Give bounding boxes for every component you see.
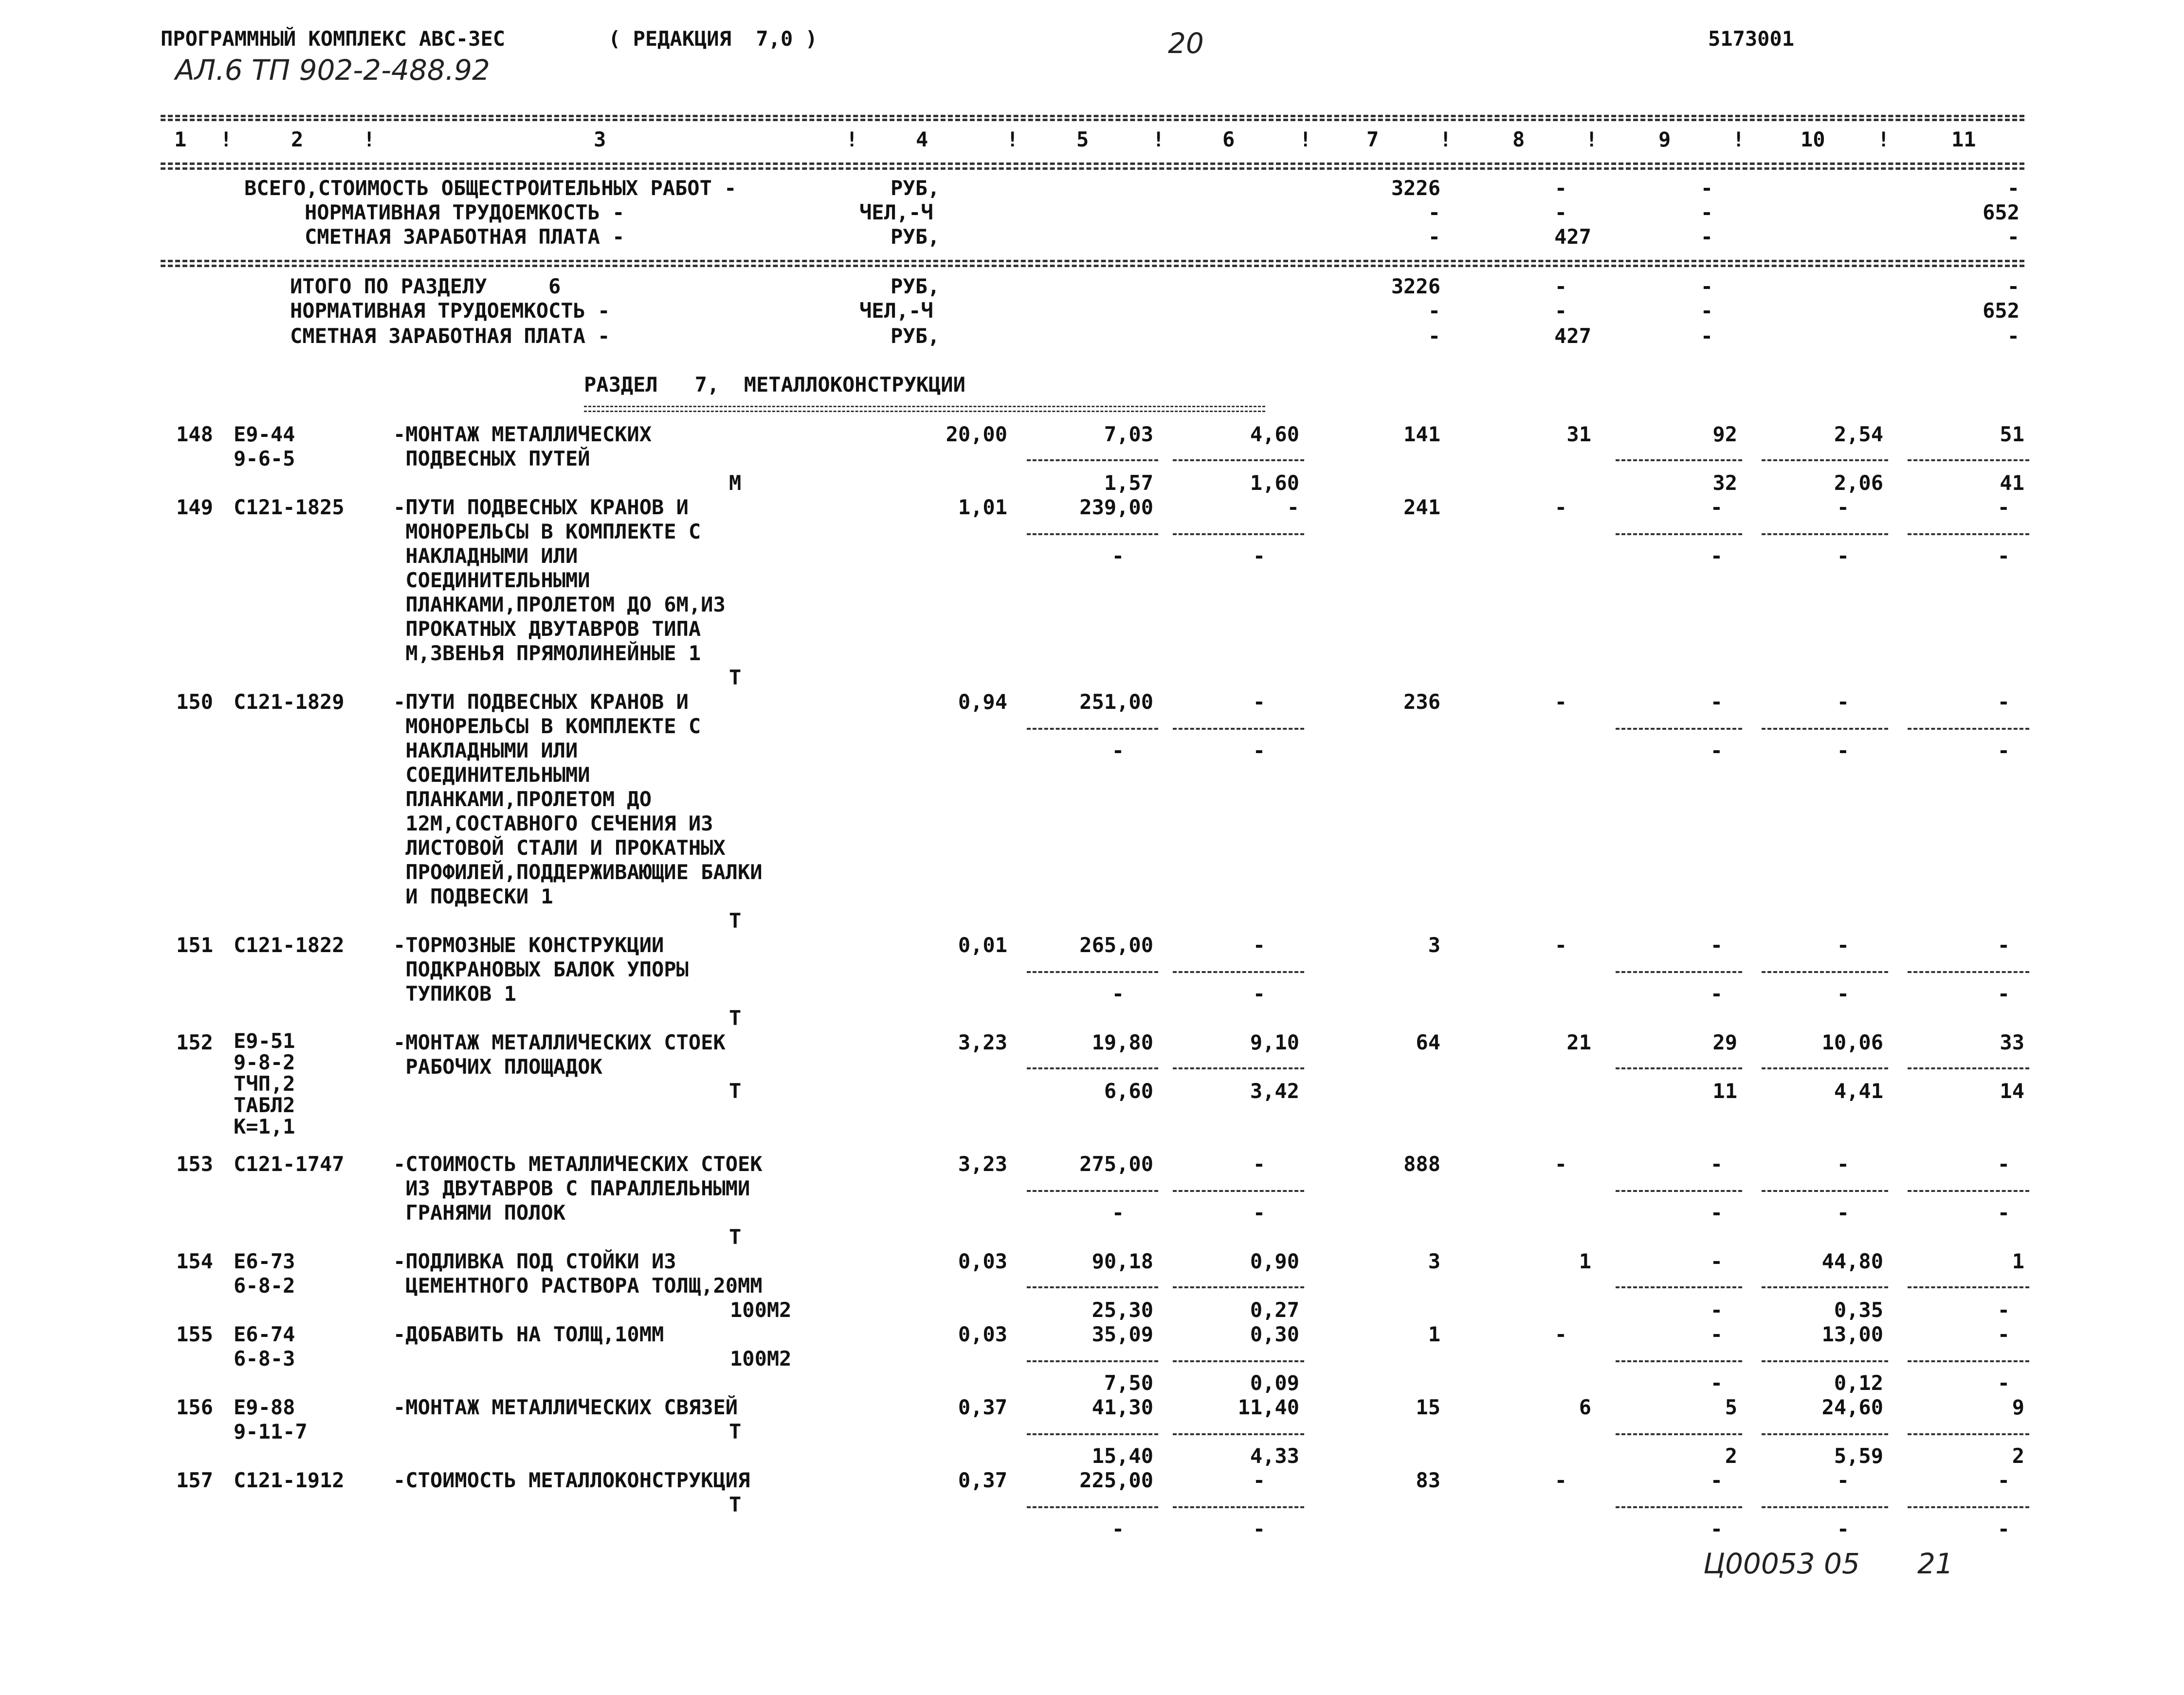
col-2: 2 xyxy=(291,127,304,151)
row-number: 157 xyxy=(176,1468,213,1492)
totals-all-wage-c8: 427 xyxy=(1554,225,1591,249)
col-1: 1 xyxy=(174,127,187,151)
row-description: -ПОДЛИВКА ПОД СТОЙКИ ИЗ ЦЕМЕНТНОГО РАСТВОРА ТОЛЩ,20ММ xyxy=(393,1249,763,1298)
header-top-rule-2 xyxy=(161,119,2024,121)
col-9: 9 xyxy=(1658,127,1671,151)
totals-divider-2 xyxy=(161,265,2024,267)
header-bottom-rule-2 xyxy=(161,167,2024,170)
row-number: 153 xyxy=(176,1152,213,1176)
page-number: 20 xyxy=(1168,27,1204,60)
row-code: С121-1822 xyxy=(234,933,345,957)
row-description: -ПУТИ ПОДВЕСНЫХ КРАНОВ И МОНОРЕЛЬСЫ В КОМПЛЕКТЕ С НАКЛАДНЫМИ ИЛИ СОЕДИНИТЕЛЬНЫМИ ПЛАНКАМИ,ПРОЛЕТОМ ДО 6М,ИЗ ПРОКАТНЫХ ДВУТАВРОВ ТИПА М,ЗВЕНЬЯ ПРЯМОЛИНЕЙНЫЕ 1 xyxy=(393,495,726,665)
totals-all-labor-label: НОРМАТИВНАЯ ТРУДОЕМКОСТЬ - xyxy=(305,200,625,224)
row-code: Е9-88 xyxy=(234,1395,295,1419)
row-description: -СТОИМОСТЬ МЕТАЛЛОКОНСТРУКЦИЯ xyxy=(393,1468,750,1492)
row-unit: Т xyxy=(729,1493,742,1516)
header-bottom-rule xyxy=(161,162,2024,165)
totals-divider xyxy=(161,260,2024,262)
totals-all-wage-unit: РУБ, xyxy=(891,225,940,249)
col-10: 10 xyxy=(1801,127,1825,151)
totals-all-unit: РУБ, xyxy=(891,176,940,200)
row-code-2: 9-6-5 xyxy=(234,447,295,470)
row-description: -ДОБАВИТЬ НА ТОЛЩ,10ММ xyxy=(393,1322,664,1346)
row-code: С121-1747 xyxy=(234,1152,345,1176)
totals-all-c8: - xyxy=(1554,176,1567,200)
totals-section-label: ИТОГО ПО РАЗДЕЛУ 6 xyxy=(290,274,561,298)
row-code-2: 6-8-3 xyxy=(234,1347,295,1370)
row-description: -ТОРМОЗНЫЕ КОНСТРУКЦИИ ПОДКРАНОВЫХ БАЛОК УПОРЫ ТУПИКОВ 1 xyxy=(393,933,689,1006)
row-number: 148 xyxy=(176,422,213,446)
row-code: Е6-73 xyxy=(234,1249,295,1273)
row-description: -СТОИМОСТЬ МЕТАЛЛИЧЕСКИХ СТОЕК ИЗ ДВУТАВРОВ С ПАРАЛЛЕЛЬНЫМИ ГРАНЯМИ ПОЛОК xyxy=(393,1152,763,1225)
totals-all-wage-label: СМЕТНАЯ ЗАРАБОТНАЯ ПЛАТА - xyxy=(305,225,625,249)
row-number: 155 xyxy=(176,1322,213,1346)
row-unit: М xyxy=(729,471,742,495)
totals-all-c7: 3226 xyxy=(1391,176,1440,200)
col-11: 11 xyxy=(1951,127,1976,151)
row-unit: 100М2 xyxy=(730,1347,792,1370)
totals-all-label: ВСЕГО,СТОИМОСТЬ ОБЩЕСТРОИТЕЛЬНЫХ РАБОТ - xyxy=(244,176,737,200)
row-unit: Т xyxy=(729,666,742,689)
totals-all-labor-unit: ЧЕЛ,-Ч xyxy=(859,200,933,224)
section-underline xyxy=(584,406,1265,407)
row-number: 152 xyxy=(176,1030,213,1054)
col-7: 7 xyxy=(1366,127,1379,151)
col-8: 8 xyxy=(1512,127,1525,151)
row-code: С121-1825 xyxy=(234,495,345,519)
section-underline-2 xyxy=(584,411,1265,412)
row-code: Е9-51 9-8-2 ТЧП,2 ТАБЛ2 К=1,1 xyxy=(234,1029,295,1138)
row-description: -ПУТИ ПОДВЕСНЫХ КРАНОВ И МОНОРЕЛЬСЫ В КОМПЛЕКТЕ С НАКЛАДНЫМИ ИЛИ СОЕДИНИТЕЛЬНЫМИ ПЛАНКАМИ,ПРОЛЕТОМ ДО 12М,СОСТАВНОГО СЕЧЕНИЯ ИЗ ЛИСТОВОЙ СТАЛИ И ПРОКАТНЫХ ПРОФИЛЕЙ,ПОДДЕРЖИВАЮЩИЕ БАЛКИ И ПОДВЕСКИ 1 xyxy=(393,690,763,908)
col-3: 3 xyxy=(594,127,606,151)
row-code: Е6-74 xyxy=(234,1322,295,1346)
edition-label: ( РЕДАКЦИЯ 7,0 ) xyxy=(608,27,818,51)
row-code: Е9-44 xyxy=(234,422,295,446)
row-description: -МОНТАЖ МЕТАЛЛИЧЕСКИХ СВЯЗЕЙ xyxy=(393,1395,738,1419)
row-code: С121-1912 xyxy=(234,1468,345,1492)
row-number: 154 xyxy=(176,1249,213,1273)
col-4: 4 xyxy=(916,127,928,151)
row-code-2: 6-8-2 xyxy=(234,1274,295,1298)
col-5: 5 xyxy=(1076,127,1089,151)
row-unit: 100М2 xyxy=(730,1298,792,1322)
totals-all-c9: - xyxy=(1700,176,1713,200)
album-reference: АЛ.6 ТП 902-2-488.92 xyxy=(175,54,490,87)
row-description: -МОНТАЖ МЕТАЛЛИЧЕСКИХ ПОДВЕСНЫХ ПУТЕЙ xyxy=(393,422,652,470)
row-unit: Т xyxy=(729,1420,742,1443)
totals-all-labor-c11: 652 xyxy=(1983,200,2020,224)
row-number: 150 xyxy=(176,690,213,714)
row-number: 156 xyxy=(176,1395,213,1419)
row-unit: Т xyxy=(729,1006,742,1030)
totals-all-c11: - xyxy=(2007,176,2020,200)
footer-stamp: Ц00053 05 xyxy=(1703,1547,1860,1580)
row-code-2: 9-11-7 xyxy=(234,1420,308,1443)
row-number: 151 xyxy=(176,933,213,957)
footer-sheet-number: 21 xyxy=(1917,1547,1953,1580)
row-quantity: 20,00 xyxy=(946,422,1007,446)
section-title: РАЗДЕЛ 7, МЕТАЛЛОКОНСТРУКЦИИ xyxy=(584,373,965,397)
document-code: 5173001 xyxy=(1708,27,1795,51)
row-unit: Т xyxy=(729,909,742,933)
col-6: 6 xyxy=(1222,127,1235,151)
row-description: -МОНТАЖ МЕТАЛЛИЧЕСКИХ СТОЕК РАБОЧИХ ПЛОЩАДОК xyxy=(393,1030,726,1079)
row-unit: Т xyxy=(729,1079,742,1103)
row-number: 149 xyxy=(176,495,213,519)
row-unit: Т xyxy=(729,1225,742,1249)
row-code: С121-1829 xyxy=(234,690,345,714)
header-top-rule xyxy=(161,115,2024,117)
program-title: ПРОГРАММНЫЙ КОМПЛЕКС АВС-3ЕС xyxy=(161,27,506,51)
